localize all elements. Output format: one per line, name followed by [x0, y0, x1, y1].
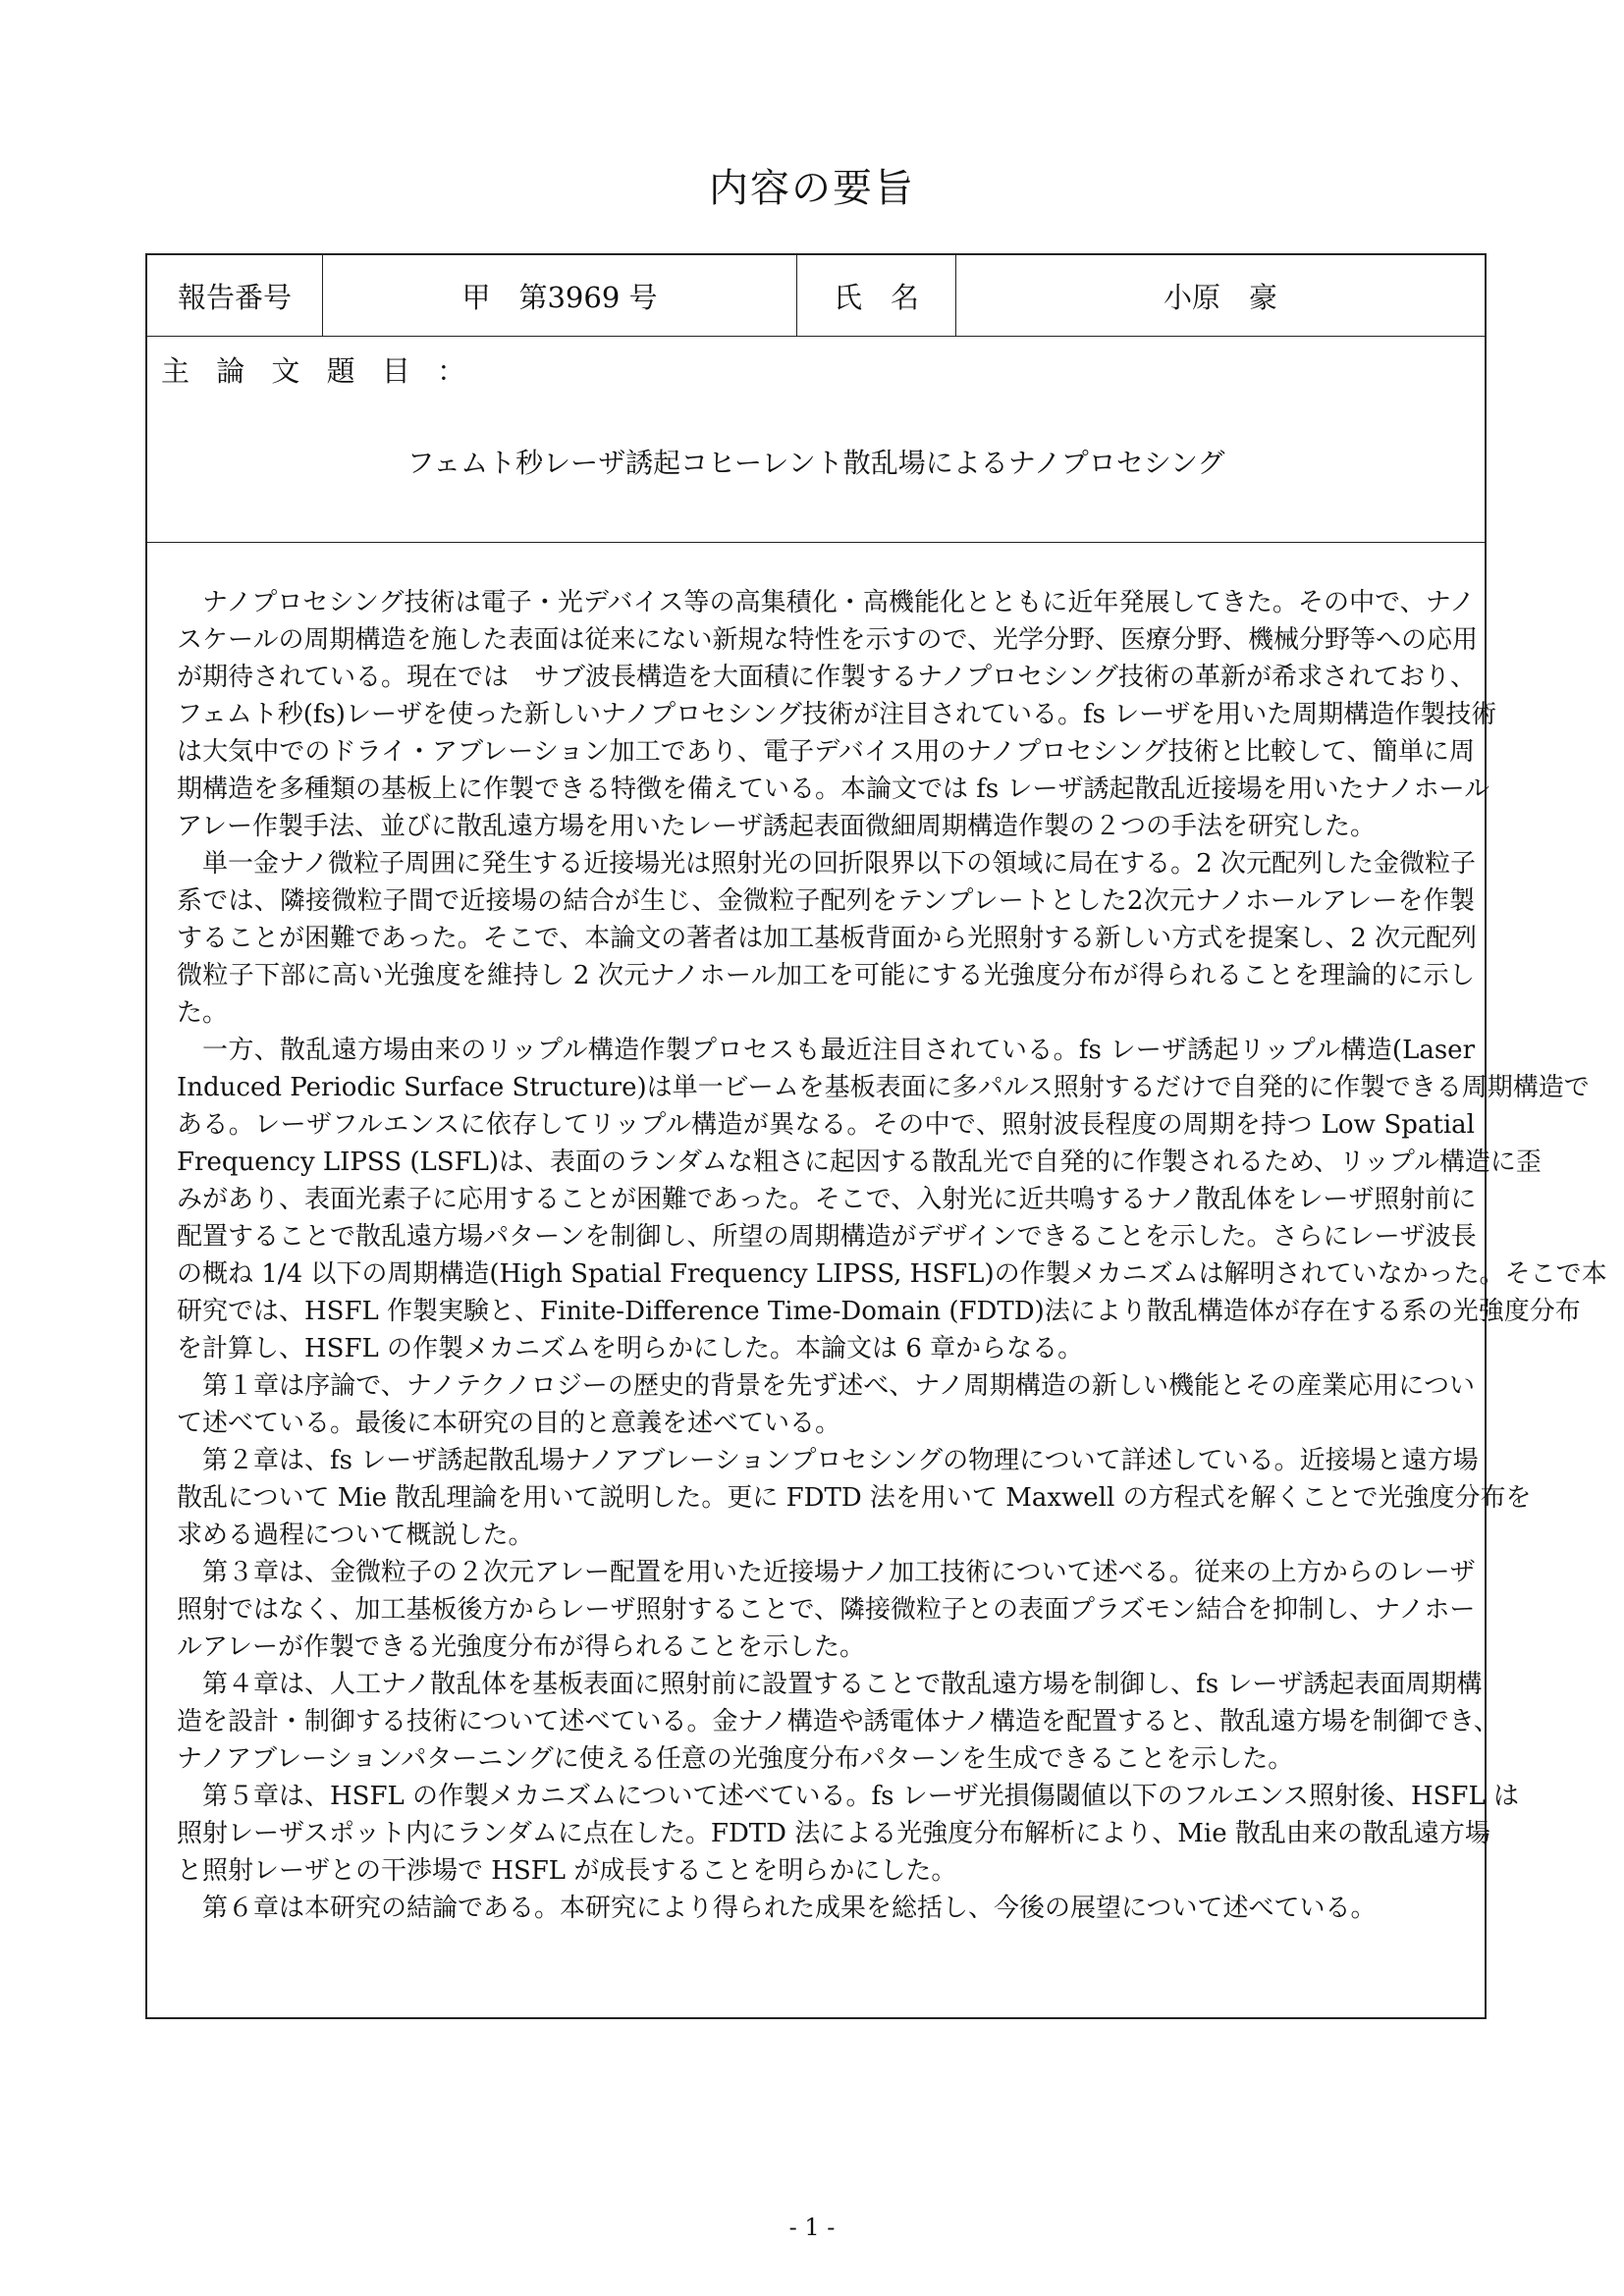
thesis-title-label: 主 論 文 題 目 ： — [161, 354, 475, 388]
text-line: 造を設計・制御する技術について述べている。金ナノ構造や誘電体ナノ構造を配置すると、散乱遠方場を制御でき、 — [177, 1707, 1499, 1736]
text-line: が期待されている。現在では サブ波長構造を大面積に作製するナノプロセシング技術の革新が希求されており、 — [177, 663, 1477, 692]
page-number: - 1 - — [788, 2214, 836, 2241]
text-line: 求める過程について概説した。 — [177, 1521, 534, 1550]
text-line: は大気中でのドライ・アブレーション加工であり、電子デバイス用のナノプロセシング技術と比較して、簡単に周 — [177, 737, 1475, 767]
text-line: て述べている。最後に本研究の目的と意義を述べている。 — [177, 1409, 841, 1438]
text-line: フェムト秒(fs)レーザを使った新しいナノプロセシング技術が注目されている。fs レーザを用いた周期構造作製技術 — [177, 700, 1497, 729]
text-line: 散乱について Mie 散乱理論を用いて説明した。更に FDTD 法を用いて Maxwell の方程式を解くことで光強度分布を — [177, 1483, 1532, 1513]
text-line: 一方、散乱遠方場由来のリップル構造作製プロセスも最近注目されている。fs レーザ誘起リップル構造(Laser — [202, 1036, 1475, 1065]
text-line: 微粒子下部に高い光強度を維持し 2 次元ナノホール加工を可能にする光強度分布が得られることを理論的に示し — [177, 961, 1475, 990]
text-line: スケールの周期構造を施した表面は従来にない新規な特性を示すので、光学分野、医療分野、機械分野等への応用 — [177, 625, 1478, 655]
abstract-paragraph — [177, 584, 1497, 845]
text-line: 単一金ナノ微粒子周囲に発生する近接場光は照射光の回折限界以下の領域に局在する。2 次元配列した金微粒子 — [202, 849, 1476, 879]
name-value: 小原 豪 — [1163, 280, 1277, 314]
summary-form — [145, 253, 1607, 2019]
text-line: 研究では、HSFL 作製実験と、Finite-Difference Time-Domain (FDTD)法により散乱構造体が存在する系の光強度分布 — [177, 1297, 1581, 1326]
text-line: と照射レーザとの干渉場で HSFL が成長することを明らかにした。 — [177, 1856, 957, 1886]
text-line: の概ね 1/4 以下の周期構造(High Spatial Frequency LIPSS, HSFL)の作製メカニズムは解明されていなかった。そこで本 — [177, 1259, 1607, 1289]
page-title: 内容の要旨 — [709, 166, 915, 211]
text-line: アレー作製手法、並びに散乱遠方場を用いたレーザ誘起表面微細周期構造作製の２つの手法を研究した。 — [177, 812, 1376, 841]
text-line: Induced Periodic Surface Structure)は単一ビームを基板表面に多パルス照射するだけで自発的に作製できる周期構造で — [177, 1073, 1590, 1102]
abstract-paragraph — [177, 1666, 1499, 1778]
text-line: 第１章は序論で、ナノテクノロジーの歴史的背景を先ず述べ、ナノ周期構造の新しい機能とその産業応用につい — [202, 1371, 1475, 1401]
text-line: を計算し、HSFL の作製メカニズムを明らかにした。本論文は 6 章からなる。 — [177, 1334, 1084, 1363]
text-line: ルアレーが作製できる光強度分布が得られることを示した。 — [177, 1632, 865, 1662]
text-line: 第５章は、HSFL の作製メカニズムについて述べている。fs レーザ光損傷閾値以下のフルエンス照射後、HSFL は — [202, 1782, 1520, 1811]
text-line: Frequency LIPSS (LSFL)は、表面のランダムな粗さに起因する散乱光で自発的に作製されるため、リップル構造に歪 — [177, 1148, 1542, 1177]
report-number-value: 甲 第3969 号 — [323, 255, 797, 336]
abstract-paragraph — [177, 845, 1478, 1032]
thesis-title: フェムト秒レーザ誘起コヒーレント散乱場によるナノプロセシング — [406, 447, 1225, 479]
text-line: 第４章は、人工ナノ散乱体を基板表面に照射前に設置することで散乱遠方場を制御し、fs レーザ誘起表面周期構 — [202, 1670, 1483, 1699]
text-line: 系では、隣接微粒子間で近接場の結合が生じ、金微粒子配列をテンプレートとした2次元ナノホールアレーを作製 — [177, 886, 1475, 916]
text-line: することが困難であった。そこで、本論文の著者は加工基板背面から光照射する新しい方式を提案し、2 次元配列 — [177, 924, 1478, 953]
text-line: 第６章は本研究の結論である。本研究により得られた成果を総括し、今後の展望について述べている。 — [202, 1894, 1377, 1923]
text-line: ある。レーザフルエンスに依存してリップル構造が異なる。その中で、照射波長程度の周期を持つ Low Spatial — [177, 1110, 1475, 1140]
abstract-paragraph — [177, 1367, 1475, 1442]
text-line: みがあり、表面光素子に応用することが困難であった。そこで、入射光に近共鳴するナノ散乱体をレーザ照射前に — [177, 1185, 1477, 1214]
abstract-paragraph — [177, 1032, 1607, 1367]
report-number-label: 報告番号 — [147, 255, 323, 336]
text-line: 照射ではなく、加工基板後方からレーザ照射することで、隣接微粒子との表面プラズモン結合を抑制し、ナノホー — [177, 1595, 1476, 1625]
text-line: 第３章は、金微粒子の２次元アレー配置を用いた近接場ナノ加工技術について述べる。従来の上方からのレーザ — [202, 1558, 1476, 1587]
text-line: 期構造を多種類の基板上に作製できる特徴を備えている。本論文では fs レーザ誘起散乱近接場を用いたナノホール — [177, 774, 1490, 804]
abstract-paragraph — [177, 1554, 1475, 1666]
abstract-paragraph — [177, 1890, 1475, 1927]
text-line: 第２章は、fs レーザ誘起散乱場ナノアブレーションプロセシングの物理について詳述している。近接場と遠方場 — [202, 1446, 1479, 1475]
text-line: 照射レーザスポット内にランダムに点在した。FDTD 法による光強度分布解析により、Mie 散乱由来の散乱遠方場 — [177, 1819, 1490, 1848]
text-line: 配置することで散乱遠方場パターンを制御し、所望の周期構造がデザインできることを示した。さらにレーザ波長 — [177, 1222, 1477, 1252]
header-row — [147, 255, 1485, 337]
thesis-title-row — [147, 336, 1485, 543]
abstract-body — [177, 584, 1607, 1927]
text-line: ナノプロセシング技術は電子・光デバイス等の高集積化・高機能化とともに近年発展してきた。その中で、ナノ — [202, 588, 1475, 617]
text-line: ナノアブレーションパターニングに使える任意の光強度分布パターンを生成できることを示した。 — [177, 1744, 1294, 1774]
abstract-paragraph — [177, 1778, 1520, 1890]
name-label: 氏 名 — [797, 255, 956, 336]
abstract-paragraph — [177, 1442, 1532, 1554]
text-line: た。 — [177, 998, 229, 1028]
